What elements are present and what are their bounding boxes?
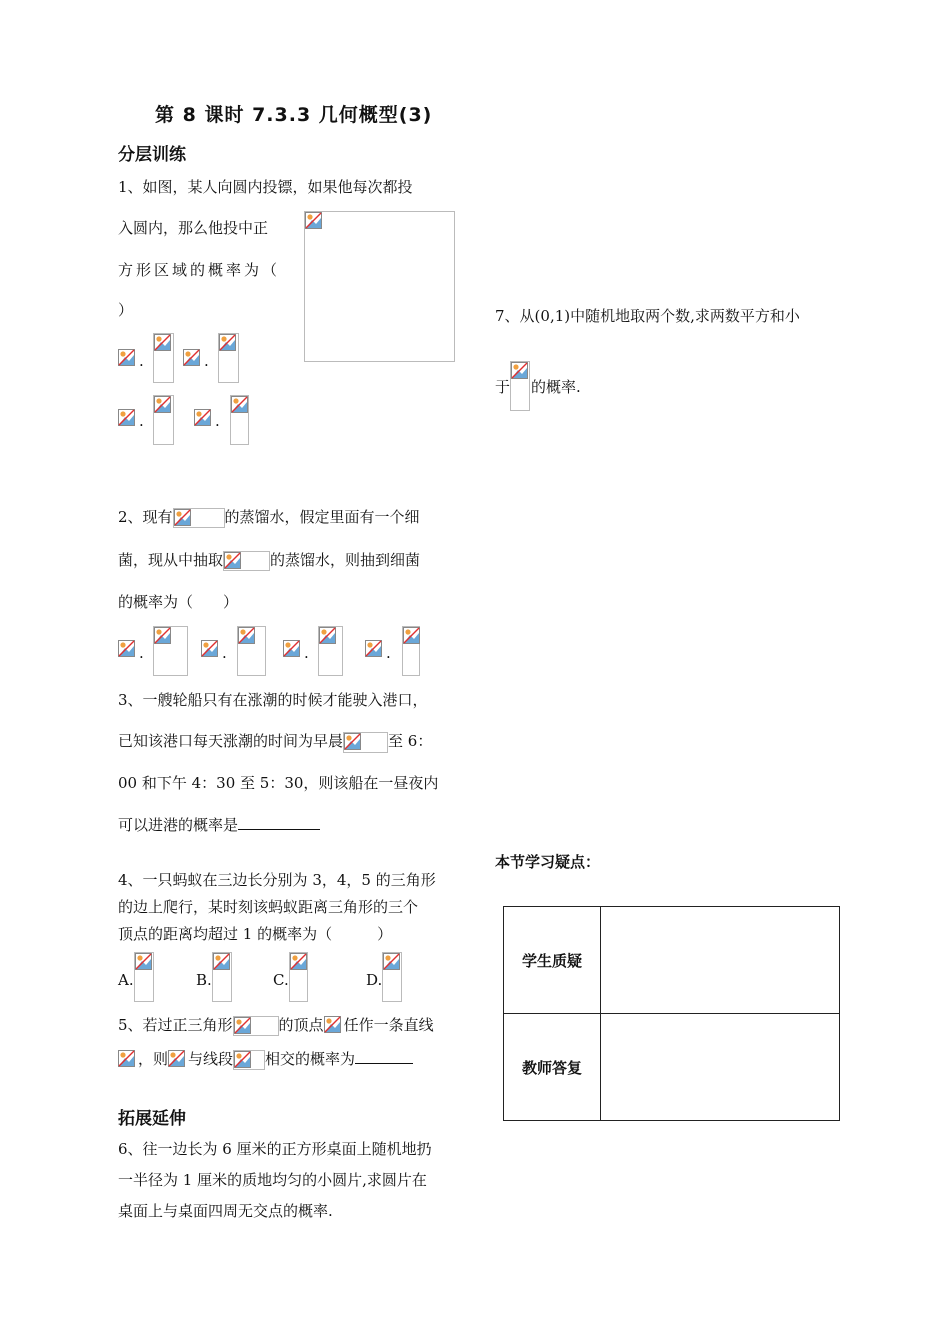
broken-image-icon <box>118 349 135 366</box>
teacher-answer-cell[interactable] <box>601 1014 840 1121</box>
q6-line-3: 桌面上与桌面四周无交点的概率. <box>118 1202 333 1220</box>
q1-option-dot: . <box>204 352 209 370</box>
q4-option-c-label: C. <box>273 971 289 989</box>
q5-text: ，则 <box>138 1050 169 1068</box>
q7-line-2b: 的概率. <box>531 378 581 396</box>
q3-line-2 <box>118 731 432 753</box>
q5-vertex-image <box>324 1016 344 1036</box>
q4-line-3: 顶点的距离均超过 1 的概率为（ ） <box>118 925 393 943</box>
q6-line-2: 一半径为 1 厘米的质地均匀的小圆片,求圆片在 <box>118 1171 427 1189</box>
q1-option-dot: . <box>139 352 144 370</box>
q5-text: 与线段 <box>188 1050 234 1068</box>
broken-image-icon <box>213 953 230 970</box>
q1-option-d-fraction <box>230 395 249 445</box>
q5-text: 任作一条直线 <box>343 1016 434 1034</box>
q2-volume-image <box>173 508 225 528</box>
q3-line-4 <box>118 815 320 835</box>
q4-option-b-label: B. <box>196 971 212 989</box>
q1-figure-image <box>304 211 455 362</box>
q2-line-3: 的概率为（ ） <box>118 593 239 611</box>
teacher-answer-label: 教师答复 <box>504 1014 601 1121</box>
table-row <box>504 1014 840 1121</box>
qa-table <box>503 906 840 1121</box>
q5-line-1 <box>118 1015 434 1036</box>
broken-image-icon <box>118 1050 135 1067</box>
q6-line-1: 6、往一边长为 6 厘米的正方形桌面上随机地扔 <box>118 1140 432 1158</box>
broken-image-icon <box>118 640 135 657</box>
q5-line-2 <box>118 1049 413 1070</box>
q3-text: 至 6： <box>388 732 433 750</box>
q2-option-dot: . <box>304 644 309 662</box>
q1-line-3: 方形区域的概率为（ <box>118 261 281 279</box>
q2-text: 的蒸馏水，则抽到细菌 <box>270 551 421 569</box>
broken-image-icon <box>154 334 171 351</box>
broken-image-icon <box>234 1051 251 1068</box>
q4-option-c-image <box>289 952 308 1002</box>
broken-image-icon <box>168 1050 185 1067</box>
q2-option-dot: . <box>386 644 391 662</box>
q2-option-a-fraction <box>153 626 188 676</box>
q1-option-dot: . <box>139 412 144 430</box>
broken-image-icon <box>201 640 218 657</box>
q1-option-b-fraction <box>218 333 239 383</box>
broken-image-icon <box>238 627 255 644</box>
q5-segment-image <box>233 1050 265 1070</box>
broken-image-icon <box>511 362 528 379</box>
q3-line-1: 3、一艘轮船只有在涨潮的时候才能驶入港口， <box>118 691 428 709</box>
q2-option-dot: . <box>222 644 227 662</box>
q2-option-a-image <box>118 640 138 660</box>
broken-image-icon <box>324 1016 341 1033</box>
table-row <box>504 907 840 1014</box>
q3-text: 已知该港口每天涨潮的时间为早晨 <box>118 732 344 750</box>
q2-sample-image <box>223 551 270 571</box>
q1-line-1: 1、如图，某人向圆内投镖，如果他每次都投 <box>118 178 413 196</box>
section-heading-layered: 分层训练 <box>118 145 186 165</box>
q5-triangle-image <box>233 1016 279 1036</box>
q2-option-b-fraction <box>237 626 266 676</box>
q2-option-dot: . <box>139 644 144 662</box>
broken-image-icon <box>135 953 152 970</box>
broken-image-icon <box>319 627 336 644</box>
q3-text: 可以进港的概率是 <box>118 816 239 834</box>
broken-image-icon <box>305 212 322 229</box>
q1-line-4: ） <box>118 301 134 319</box>
broken-image-icon <box>154 627 171 644</box>
answer-blank <box>238 815 320 830</box>
q1-option-c-image <box>118 409 138 429</box>
q2-option-c-image <box>283 640 303 660</box>
q4-line-2: 的边上爬行，某时刻该蚂蚁距离三角形的三个 <box>118 898 419 916</box>
student-question-label: 学生质疑 <box>504 907 601 1014</box>
page-title: 第 8 课时 7.3.3 几何概型(3) <box>155 104 433 126</box>
q5-text: 相交的概率为 <box>265 1050 356 1068</box>
broken-image-icon <box>290 953 307 970</box>
q1-option-d-image <box>194 409 214 429</box>
q1-option-a-fraction <box>153 333 174 383</box>
q3-line-3: 00 和下午 4：30 至 5：30，则该船在一昼夜内 <box>118 774 439 792</box>
q2-line-1 <box>118 507 420 528</box>
q1-option-dot: . <box>215 412 220 430</box>
broken-image-icon <box>194 409 211 426</box>
q1-option-b-image <box>183 349 203 369</box>
answer-blank <box>355 1049 413 1064</box>
q4-option-d-image <box>382 952 402 1002</box>
q7-value-image <box>510 361 530 411</box>
q4-line-1: 4、一只蚂蚁在三边长分别为 3，4，5 的三角形 <box>118 871 436 889</box>
broken-image-icon <box>118 409 135 426</box>
q3-time-image <box>343 732 388 753</box>
section-heading-doubts: 本节学习疑点： <box>495 853 601 871</box>
q4-option-d-label: D. <box>366 971 383 989</box>
q4-option-a-label: A. <box>118 971 134 989</box>
q4-option-a-image <box>134 952 154 1002</box>
broken-image-icon <box>224 552 241 569</box>
broken-image-icon <box>154 396 171 413</box>
broken-image-icon <box>283 640 300 657</box>
q5-line-image <box>118 1050 138 1070</box>
q5-line-image <box>168 1050 188 1070</box>
section-heading-extend: 拓展延伸 <box>118 1109 186 1129</box>
broken-image-icon <box>344 733 361 750</box>
q5-text: 5、若过正三角形 <box>118 1016 233 1034</box>
q7-line-1: 7、从(0,1)中随机地取两个数,求两数平方和小 <box>495 307 800 325</box>
q1-option-a-image <box>118 349 138 369</box>
q2-text: 菌，现从中抽取 <box>118 551 224 569</box>
q5-text: 的顶点 <box>278 1016 324 1034</box>
broken-image-icon <box>234 1017 251 1034</box>
broken-image-icon <box>365 640 382 657</box>
q2-line-2 <box>118 550 420 571</box>
broken-image-icon <box>219 334 236 351</box>
q1-line-2: 入圆内，那么他投中正 <box>118 219 269 237</box>
q1-option-c-fraction <box>153 395 174 445</box>
broken-image-icon <box>174 509 191 526</box>
q7-line-2a: 于 <box>495 378 511 396</box>
q2-option-c-fraction <box>318 626 343 676</box>
q2-text: 2、现有 <box>118 508 173 526</box>
q4-option-b-image <box>212 952 232 1002</box>
broken-image-icon <box>183 349 200 366</box>
broken-image-icon <box>231 396 248 413</box>
q2-option-d-fraction <box>402 626 420 676</box>
q2-option-b-image <box>201 640 221 660</box>
student-question-cell[interactable] <box>601 907 840 1014</box>
broken-image-icon <box>383 953 400 970</box>
broken-image-icon <box>403 627 420 644</box>
q2-text: 的蒸馏水，假定里面有一个细 <box>224 508 420 526</box>
q2-option-d-image <box>365 640 385 660</box>
